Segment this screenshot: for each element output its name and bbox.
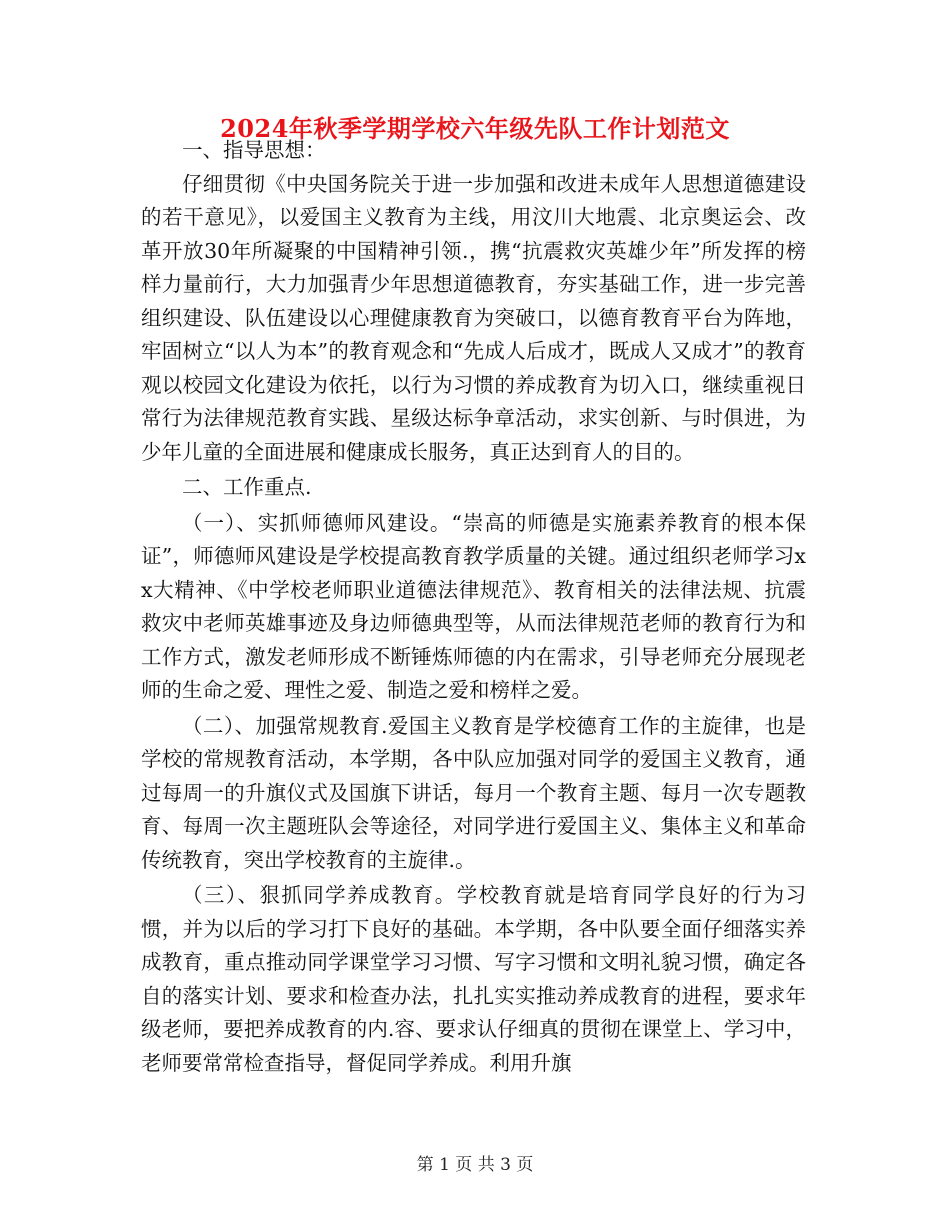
- paragraph-teacher-ethics: （一）、实抓师德师风建设。“崇高的师德是实施素养教育的根本保证”，师德师风建设是学校提高教育教学质量的关键。通过组织老师学习xx大精神、《中学校老师职业道德法律规范》、教育相关的法律法规、抗震救灾中老师英雄事迹及身边师德典型等，从而法律规范老师的教育行为和工作方式，激发老师形成不断锤炼师德的内在需求，引导老师充分展现老师的生命之爱、理性之爱、制造之爱和榜样之爱。: [141, 510, 806, 702]
- paragraph-routine-education: （二）、加强常规教育.爱国主义教育是学校德育工作的主旋律，也是学校的常规教育活动，本学期，各中队应加强对同学的爱国主义教育，通过每周一的升旗仪式及国旗下讲话，每月一个教育主题、每月一次专题教育、每周一次主题班队会等途径，对同学进行爱国主义、集体主义和革命传统教育，突出学校教育的主旋律.。: [141, 713, 806, 872]
- section-heading-work-focus: 二、工作重点.: [182, 475, 312, 499]
- document-title: 2024年秋季学期学校六年级先队工作计划范文: [220, 114, 730, 143]
- paragraph-habit-education: （三）、狠抓同学养成教育。学校教育就是培育同学良好的行为习惯，并为以后的学习打下良好的基础。本学期，各中队要全面仔细落实养成教育，重点推动同学课堂学习习惯、写字习惯和文明礼貌习惯，确定各自的落实计划、要求和检查办法，扎扎实实推动养成教育的进程，要求年级老师，要把养成教育的内.容、要求认仔细真的贯彻在课堂上、学习中，老师要常常检查指导，督促同学养成。利用升旗: [141, 883, 806, 1075]
- paragraph-guiding-thought: 仔细贯彻《中央国务院关于进一步加强和改进未成年人思想道德建设的若干意见》，以爱国主义教育为主线，用汶川大地震、北京奥运会、改革开放30年所凝聚的中国精神引领.，携“抗震救灾英雄少年”所发挥的榜样力量前行，大力加强青少年思想道德教育，夯实基础工作，进一步完善组织建设、队伍建设以心理健康教育为突破口，以德育教育平台为阵地，牢固树立“以人为本”的教育观念和“先成人后成才，既成人又成才”的教育观以校园文化建设为依托，以行为习惯的养成教育为切入口，继续重视日常行为法律规范教育实践、星级达标争章活动，求实创新、与时俱进，为少年儿童的全面进展和健康成长服务，真正达到育人的目的。: [141, 171, 806, 464]
- section-heading-guiding-thought: 一、指导思想：: [182, 138, 326, 162]
- page-number-footer: 第 1 页 共 3 页: [416, 1155, 534, 1175]
- document-body: [141, 134, 806, 1080]
